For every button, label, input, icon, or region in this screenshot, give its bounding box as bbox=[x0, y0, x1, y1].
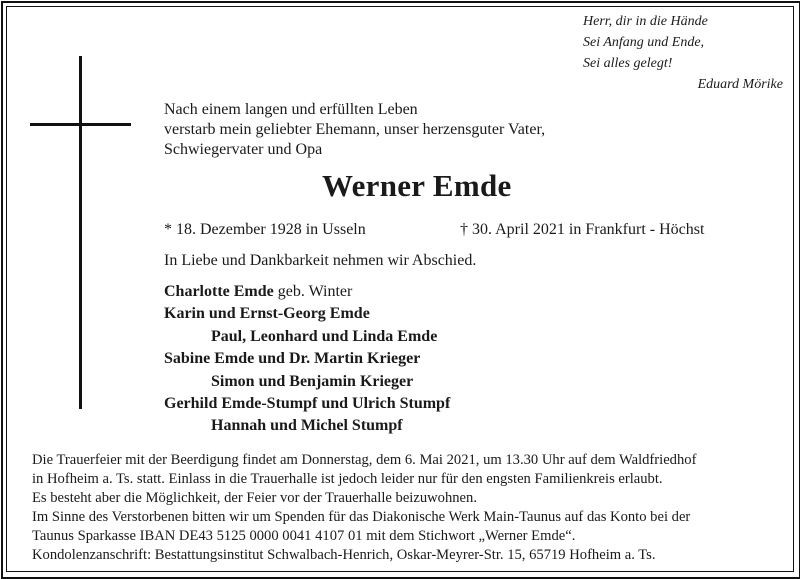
family-member bbox=[164, 326, 450, 348]
intro-line: Nach einem langen und erfüllten Leben bbox=[164, 101, 418, 118]
notice-line: Kondolenzanschrift: Bestattungsinstitut Schwalbach-Henrich, Oskar-Meyrer-Str. 15, 65719 Hofheim a. Ts. bbox=[32, 547, 656, 563]
family-member-name: Hannah und Michel Stumpf bbox=[211, 417, 403, 435]
birth-date: * 18. Dezember 1928 in Usseln bbox=[164, 221, 366, 238]
intro-line: Schwiegervater und Opa bbox=[164, 141, 323, 158]
family-member bbox=[164, 393, 450, 415]
deceased-name: Werner Emde bbox=[322, 168, 512, 203]
family-member-name: Simon und Benjamin Krieger bbox=[211, 372, 414, 390]
cross-horizontal-bar bbox=[30, 123, 131, 126]
family-member-name: Charlotte Emde bbox=[164, 283, 274, 300]
quote-author: Eduard Mörike bbox=[697, 77, 783, 92]
family-member bbox=[164, 348, 450, 370]
cross-vertical-bar bbox=[79, 56, 82, 409]
notice-line: Die Trauerfeier mit der Beerdigung findet am Donnerstag, dem 6. Mai 2021, um 13.30 Uhr auf dem Waldfriedhof bbox=[32, 452, 697, 468]
family-member-name: Karin und Ernst-Georg Emde bbox=[164, 305, 370, 323]
family-member-name: Paul, Leonhard und Linda Emde bbox=[211, 327, 438, 345]
family-member-note: geb. Winter bbox=[273, 283, 353, 300]
intro-line: verstarb mein geliebter Ehemann, unser herzensguter Vater, bbox=[164, 121, 546, 138]
funeral-notice bbox=[32, 451, 696, 565]
family-list bbox=[164, 281, 450, 438]
family-member-name: Sabine Emde und Dr. Martin Krieger bbox=[164, 350, 421, 368]
family-member bbox=[164, 281, 450, 303]
quote-line: Sei alles gelegt! bbox=[583, 56, 673, 71]
family-member bbox=[164, 371, 450, 393]
family-member-name: Gerhild Emde-Stumpf und Ulrich Stumpf bbox=[164, 395, 451, 413]
family-member bbox=[164, 303, 450, 325]
notice-line: Im Sinne des Verstorbenen bitten wir um Spenden für das Diakonische Werk Main-Taunus auf das Konto bei der bbox=[32, 509, 691, 525]
notice-line: Es besteht aber die Möglichkeit, der Feier vor der Trauerhalle beizuwohnen. bbox=[32, 490, 477, 506]
epigraph-quote bbox=[583, 11, 793, 95]
intro-text bbox=[164, 100, 545, 160]
quote-line: Herr, dir in die Hände bbox=[583, 14, 708, 29]
notice-line: in Hofheim a. Ts. statt. Einlass in die Trauerhalle ist jedoch leider nur für den engsten Familienkreis erlaubt. bbox=[32, 471, 663, 487]
family-member bbox=[164, 415, 450, 437]
farewell-text: In Liebe und Dankbarkeit nehmen wir Abschied. bbox=[164, 252, 477, 269]
death-date: † 30. April 2021 in Frankfurt - Höchst bbox=[460, 221, 705, 238]
quote-line: Sei Anfang und Ende, bbox=[583, 35, 705, 50]
notice-line: Taunus Sparkasse IBAN DE43 5125 0000 0041 4107 01 mit dem Stichwort „Werner Emde“. bbox=[32, 528, 576, 544]
